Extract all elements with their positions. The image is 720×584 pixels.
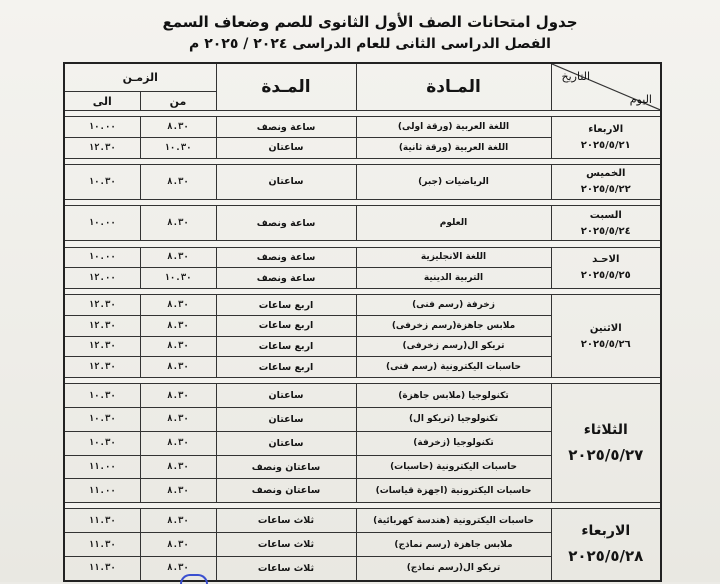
time-to-cell: ١٠.٣٠ — [64, 408, 140, 432]
duration-cell: ثلاث ساعات — [216, 509, 356, 533]
day-cell — [551, 117, 661, 158]
schedule-title: جدول امتحانات الصف الأول الثانوى للصم وضعاف السمع — [162, 13, 578, 31]
scan-artifact — [180, 574, 208, 584]
duration-cell: اربع ساعات — [216, 357, 356, 378]
time-from-cell: ٨.٣٠ — [140, 384, 216, 408]
subject-cell: اللغة العربية (ورقة ثانية) — [356, 137, 551, 158]
day-date: ٢٠٢٥/٥/٢٥ — [580, 270, 631, 282]
time-from-cell: ٨.٣٠ — [140, 533, 216, 557]
time-to-cell: ١٢.٠٠ — [64, 268, 140, 289]
table-row — [64, 206, 661, 241]
time-to-cell: ١١.٣٠ — [64, 509, 140, 533]
duration-cell: ساعتان — [216, 164, 356, 199]
duration-cell: ساعة ونصف — [216, 206, 356, 241]
header-subject: المـادة — [356, 63, 551, 111]
day-cell — [551, 247, 661, 288]
header-from: من — [140, 92, 216, 111]
subject-cell: تكنولوجيا (زخرفة) — [356, 431, 551, 455]
day-name: الاربعاء — [588, 123, 624, 135]
time-to-cell: ١٠.٣٠ — [64, 164, 140, 199]
subject-cell: حاسبات اليكترونية (اجهزة قياسات) — [356, 479, 551, 503]
subject-cell: تكنولوجيا (تريكو ال) — [356, 408, 551, 432]
time-to-cell: ١٢.٣٠ — [64, 295, 140, 316]
time-to-cell: ١٢.٣٠ — [64, 137, 140, 158]
time-from-cell: ٨.٣٠ — [140, 315, 216, 336]
duration-cell: ساعتان ونصف — [216, 455, 356, 479]
duration-cell: ساعتان — [216, 384, 356, 408]
day-date: ٢٠٢٥/٥/٢٧ — [568, 446, 644, 465]
time-from-cell: ٨.٣٠ — [140, 431, 216, 455]
time-from-cell: ٨.٣٠ — [140, 557, 216, 581]
table-row — [64, 117, 661, 138]
time-to-cell: ١١.٠٠ — [64, 455, 140, 479]
time-to-cell: ١٢.٣٠ — [64, 357, 140, 378]
day-name: الاربعاء — [581, 523, 631, 540]
time-to-cell: ١٢.٣٠ — [64, 336, 140, 357]
time-from-cell: ٨.٣٠ — [140, 247, 216, 268]
day-date: ٢٠٢٥/٥/٢١ — [580, 139, 631, 151]
subject-cell: حاسبات اليكترونية (رسم فنى) — [356, 357, 551, 378]
day-cell — [551, 384, 661, 503]
time-to-cell: ١١.٣٠ — [64, 533, 140, 557]
time-to-cell: ١٠.٠٠ — [64, 247, 140, 268]
day-date: ٢٠٢٥/٥/٢٦ — [580, 338, 631, 350]
table-row — [64, 509, 661, 533]
time-to-cell: ١٠.٣٠ — [64, 431, 140, 455]
time-from-cell: ٨.٣٠ — [140, 479, 216, 503]
day-name: الثلاثاء — [583, 422, 628, 439]
subject-cell: تريكو ال(رسم زخرفى) — [356, 336, 551, 357]
time-from-cell: ١٠.٣٠ — [140, 268, 216, 289]
subject-cell: حاسبات اليكترونية (حاسبات) — [356, 455, 551, 479]
schedule-body — [64, 111, 661, 581]
header-date-day — [551, 63, 661, 111]
duration-cell: ثلاث ساعات — [216, 557, 356, 581]
time-from-cell: ٨.٣٠ — [140, 357, 216, 378]
subject-cell: تريكو ال(رسم نماذج) — [356, 557, 551, 581]
subject-cell: العلوم — [356, 206, 551, 241]
time-to-cell: ١٠.٣٠ — [64, 384, 140, 408]
day-date: ٢٠٢٥/٥/٢٨ — [568, 547, 644, 566]
subject-cell: التربية الدينية — [356, 268, 551, 289]
day-name: السبت — [589, 209, 622, 221]
duration-cell: ساعة ونصف — [216, 117, 356, 138]
header-to: الى — [64, 92, 140, 111]
time-to-cell: ١٢.٣٠ — [64, 315, 140, 336]
time-from-cell: ٨.٣٠ — [140, 164, 216, 199]
table-row — [64, 164, 661, 199]
schedule-subtitle: الفصل الدراسى الثانى للعام الدراسى ٢٠٢٤ / ٢٠٢٥ م — [189, 36, 551, 52]
time-from-cell: ٨.٣٠ — [140, 206, 216, 241]
duration-cell: اربع ساعات — [216, 336, 356, 357]
subject-cell: حاسبات اليكترونية (هندسة كهربائية) — [356, 509, 551, 533]
header-day: اليوم — [629, 93, 652, 106]
subject-cell: ملابس جاهزة (رسم نماذج) — [356, 533, 551, 557]
time-from-cell: ٨.٣٠ — [140, 509, 216, 533]
day-date: ٢٠٢٥/٥/٢٢ — [580, 184, 631, 196]
table-row — [64, 247, 661, 268]
duration-cell: ساعتان — [216, 431, 356, 455]
header-time: الزمـن — [64, 63, 216, 92]
duration-cell: ساعتان — [216, 137, 356, 158]
day-date: ٢٠٢٥/٥/٢٤ — [580, 225, 631, 237]
time-to-cell: ١٠.٠٠ — [64, 206, 140, 241]
time-from-cell: ٨.٣٠ — [140, 455, 216, 479]
time-from-cell: ٨.٣٠ — [140, 117, 216, 138]
duration-cell: اربع ساعات — [216, 315, 356, 336]
subject-cell: الرياضيات (جبر) — [356, 164, 551, 199]
table-row — [64, 384, 661, 408]
duration-cell: ساعة ونصف — [216, 247, 356, 268]
subject-cell: زخرفة (رسم فنى) — [356, 295, 551, 316]
duration-cell: ثلاث ساعات — [216, 533, 356, 557]
duration-cell: ساعتان ونصف — [216, 479, 356, 503]
subject-cell: اللغة الانجليزية — [356, 247, 551, 268]
header-row — [64, 63, 661, 92]
day-name: الاثنين — [589, 322, 622, 334]
exam-schedule-table — [63, 62, 662, 582]
duration-cell: ساعتان — [216, 408, 356, 432]
duration-cell: اربع ساعات — [216, 295, 356, 316]
subject-cell: اللغة العربية (ورقة اولى) — [356, 117, 551, 138]
header-date: التاريخ — [561, 70, 591, 83]
subject-cell: ملابس جاهزة(رسم زخرفى) — [356, 315, 551, 336]
time-from-cell: ٨.٣٠ — [140, 336, 216, 357]
header-duration: المـدة — [216, 63, 356, 111]
table-row — [64, 295, 661, 316]
day-cell — [551, 164, 661, 199]
time-to-cell: ١١.٣٠ — [64, 557, 140, 581]
day-cell — [551, 509, 661, 581]
time-from-cell: ٨.٣٠ — [140, 408, 216, 432]
subject-cell: تكنولوجيا (ملابس جاهزة) — [356, 384, 551, 408]
day-cell — [551, 295, 661, 378]
time-to-cell: ١٠.٠٠ — [64, 117, 140, 138]
day-cell — [551, 206, 661, 241]
time-from-cell: ١٠.٣٠ — [140, 137, 216, 158]
time-from-cell: ٨.٣٠ — [140, 295, 216, 316]
time-to-cell: ١١.٠٠ — [64, 479, 140, 503]
duration-cell: ساعة ونصف — [216, 268, 356, 289]
day-name: الخميس — [586, 168, 626, 180]
day-name: الاحـد — [592, 254, 620, 266]
